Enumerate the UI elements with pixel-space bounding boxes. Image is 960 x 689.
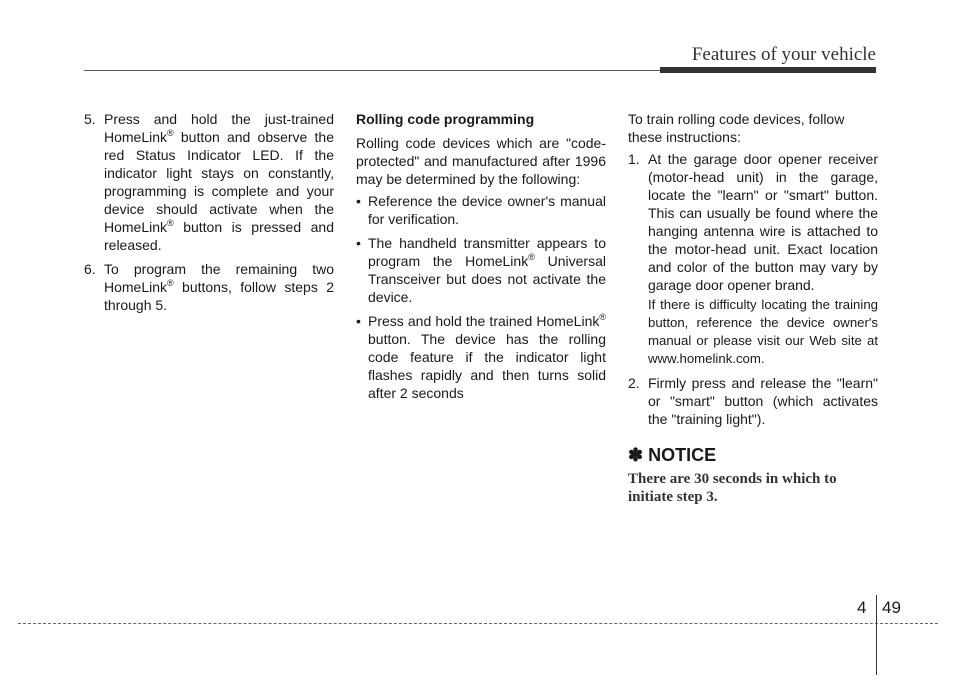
bullet-text: Reference the device owner's manual for verification. xyxy=(368,193,606,227)
step-note: If there is difficulty locating the training button, reference the device owner's manual or please visit our Web site at www.homelink.com. xyxy=(648,297,878,366)
bullet-icon: • xyxy=(356,235,361,251)
footer-rule xyxy=(18,623,938,624)
step-text: At the garage door opener receiver (motor-head unit) in the garage, locate the "learn" or "smart" button. This can usually be found where the hanging antenna wire is attached to the motor-head unit. Exact location and color of the button may vary by garage door opener brand. xyxy=(648,151,878,293)
header-rule-accent xyxy=(660,67,876,73)
column-3 xyxy=(628,110,878,506)
bullet-item xyxy=(356,234,606,306)
notice-text: There are 30 seconds in which to initiate step 3. xyxy=(628,471,837,505)
step-number: 1. xyxy=(628,151,640,167)
step-2 xyxy=(628,374,878,428)
section-intro: To train rolling code devices, follow these instructions: xyxy=(628,111,845,145)
column-2 xyxy=(356,110,606,408)
bullet-item xyxy=(356,192,606,228)
page-number: 49 xyxy=(882,598,901,617)
notice-heading: ✽ NOTICE xyxy=(628,445,717,465)
step-text: To program the remaining two HomeLink® buttons, follow steps 2 through 5. xyxy=(104,261,334,313)
step-1 xyxy=(628,150,878,294)
step-text: Firmly press and release the "learn" or "smart" button (which activates the "training light"). xyxy=(648,375,878,427)
step-number: 6. xyxy=(84,261,96,277)
step-6 xyxy=(84,260,334,314)
column-1 xyxy=(84,110,334,320)
bullet-icon: • xyxy=(356,193,361,209)
bullet-text: Press and hold the trained HomeLink® button. The device has the rolling code feature if the indicator light flashes rapidly and then turns solid after 2 seconds xyxy=(368,312,606,401)
step-5 xyxy=(84,110,334,254)
chapter-number: 4 xyxy=(857,598,867,617)
header-title: Features of your vehicle xyxy=(691,44,876,65)
bullet-icon: • xyxy=(356,313,361,329)
header-rule xyxy=(84,70,662,71)
bullet-item xyxy=(356,312,606,402)
bullet-text: The handheld transmitter appears to program the HomeLink® Universal Transceiver but does not activate the device. xyxy=(368,235,606,305)
step-text: Press and hold the just-trained HomeLink® button and observe the red Status Indicator LED. If the indicator light stays on constantly, programming is complete and your device should activate when the HomeLink® button is pressed and released. xyxy=(104,111,334,253)
section-intro: Rolling code devices which are "code-protected" and manufactured after 1996 may be determined by the following: xyxy=(356,135,606,187)
footer-divider xyxy=(876,595,877,675)
step-number: 5. xyxy=(84,111,96,127)
section-heading: Rolling code programming xyxy=(356,111,535,127)
step-number: 2. xyxy=(628,375,640,391)
